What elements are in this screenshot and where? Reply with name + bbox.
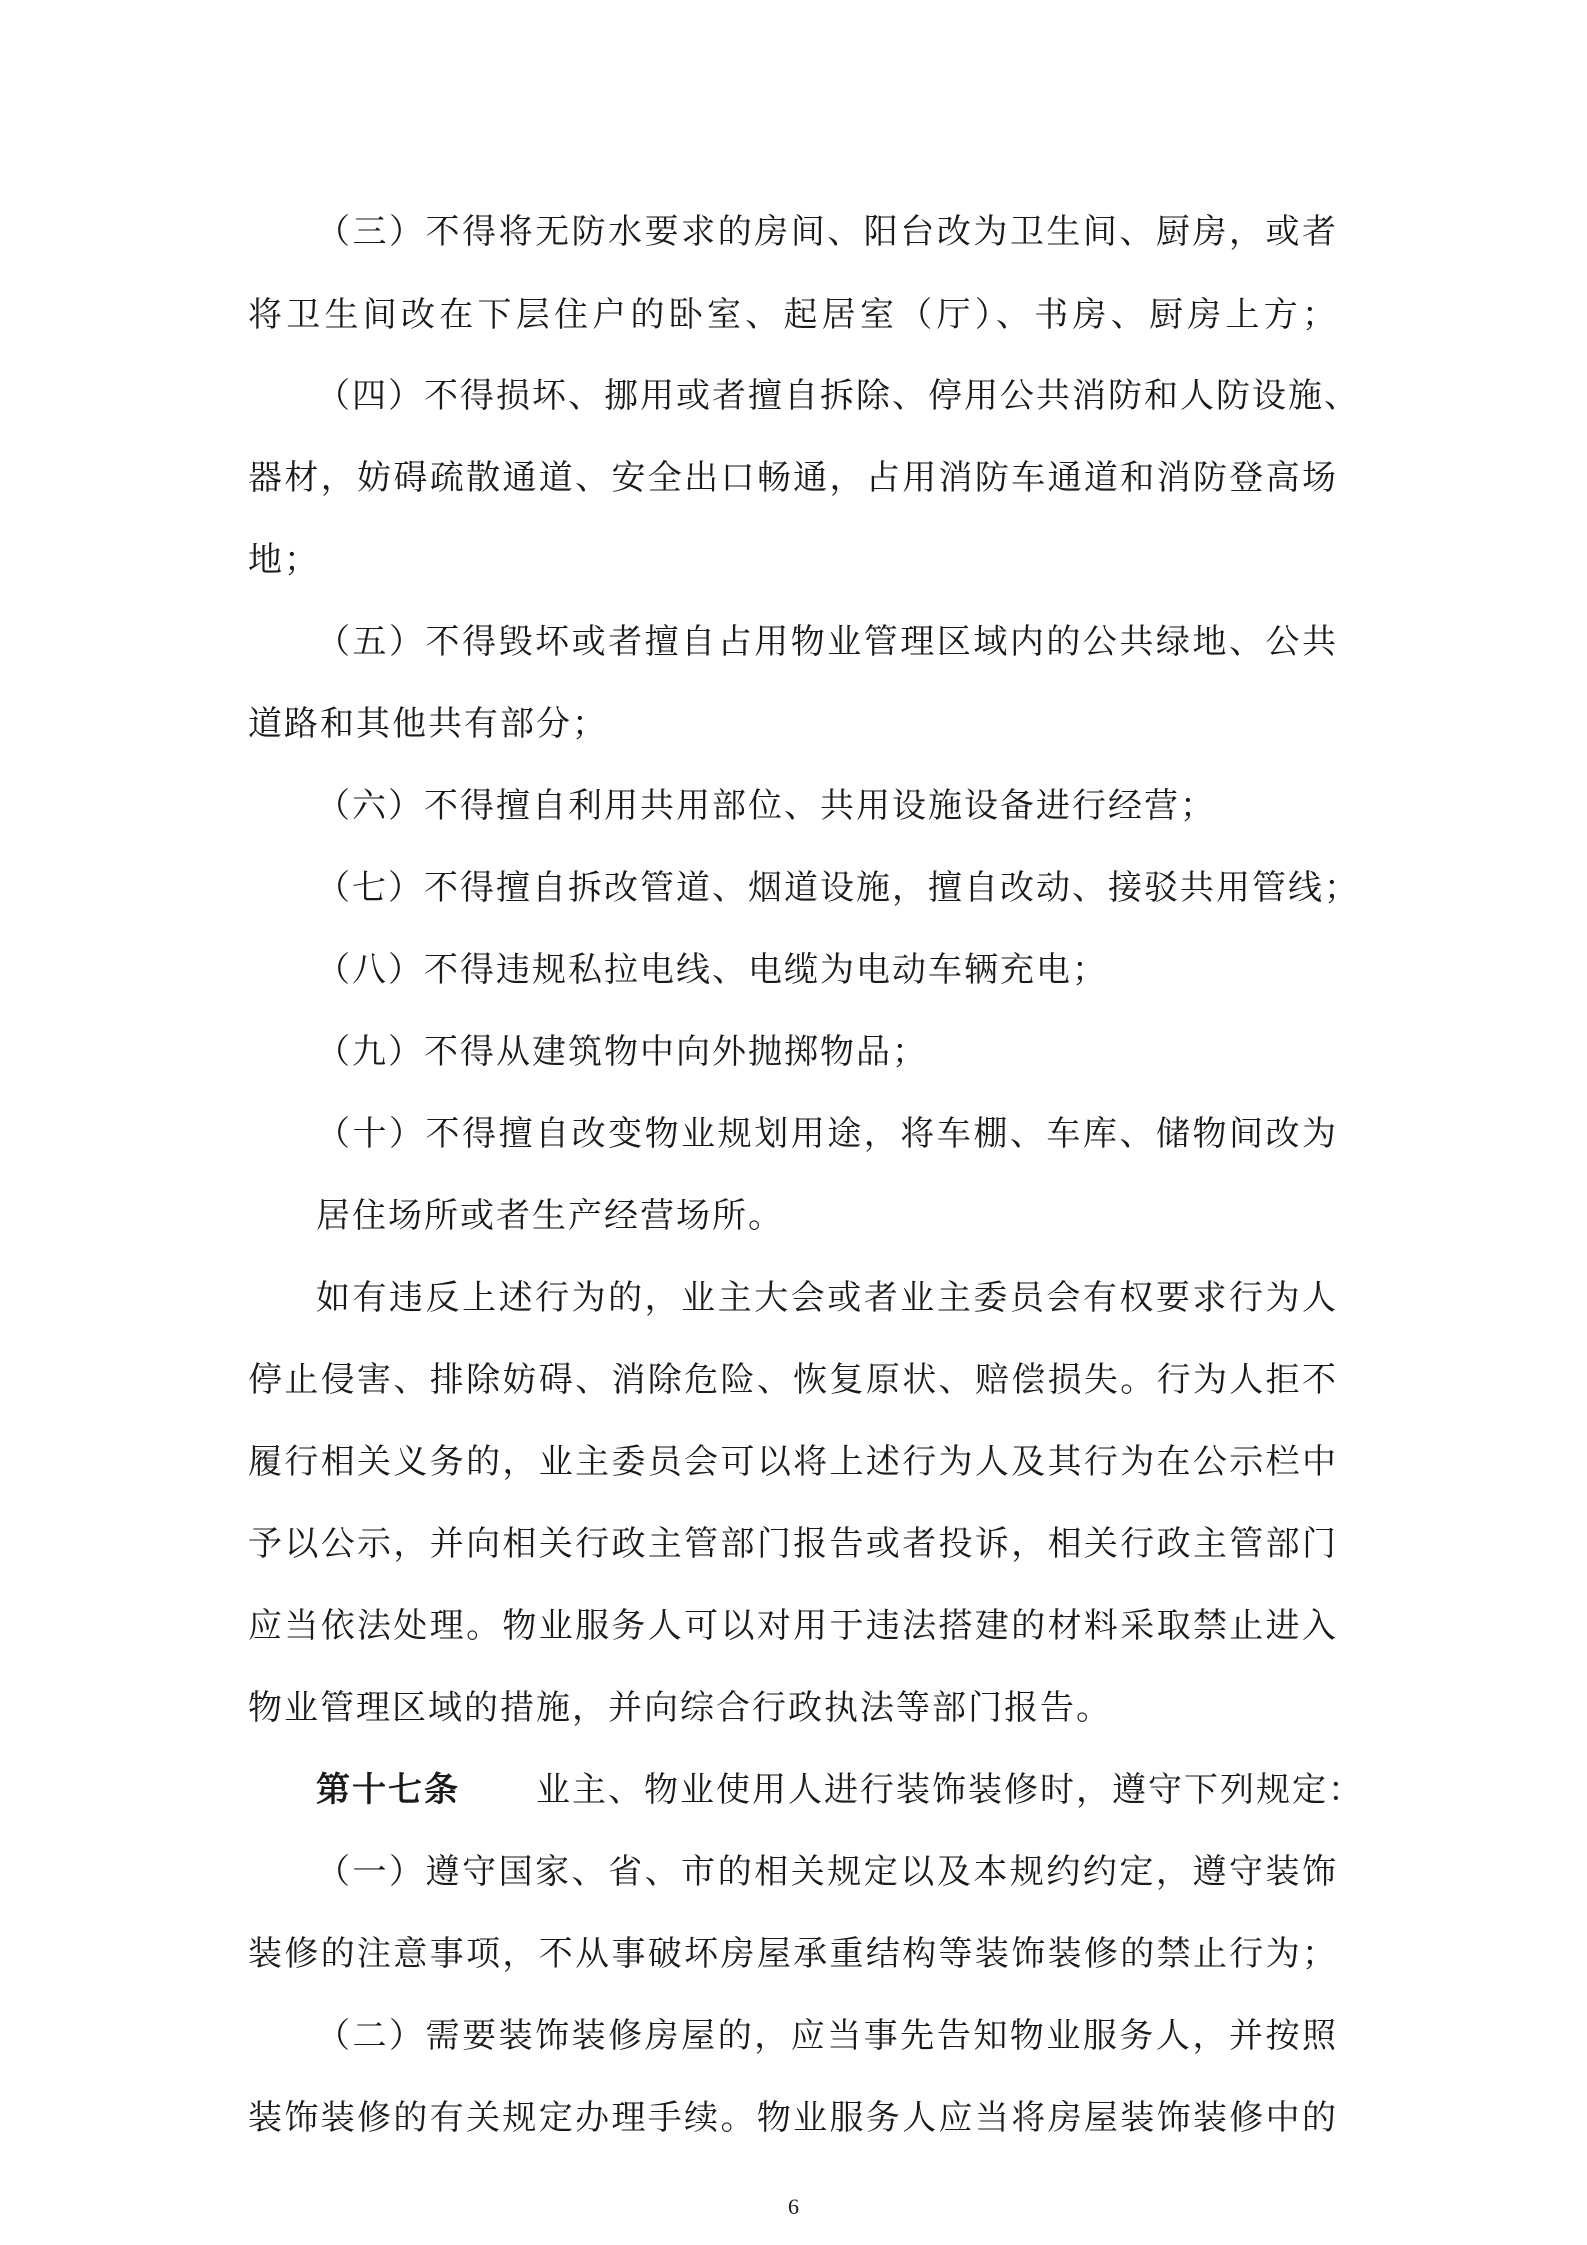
text-line: 如有违反上述行为的，业主大会或者业主委员会有权要求行为人 xyxy=(316,1278,1338,1318)
text-line: （二）需要装饰装修房屋的，应当事先告知物业服务人，并按照 xyxy=(316,2016,1338,2056)
text-line: 应当依法处理。物业服务人可以对用于违法搭建的材料采取禁止进入 xyxy=(248,1606,1338,1646)
text-line: 装饰装修的有关规定办理手续。物业服务人应当将房屋装饰装修中的 xyxy=(248,2098,1338,2138)
text-line: （八）不得违规私拉电线、电缆为电动车辆充电； xyxy=(316,950,1108,990)
page-number: 6 xyxy=(788,2194,799,2219)
text-line: 物业管理区域的措施，并向综合行政执法等部门报告。 xyxy=(248,1688,1112,1728)
text-line: 装修的注意事项，不从事破坏房屋承重结构等装饰装修的禁止行为； xyxy=(248,1934,1338,1974)
text-line: 将卫生间改在下层住户的卧室、起居室（厅）、书房、厨房上方； xyxy=(248,295,1338,335)
text-line: 业主、物业使用人进行装饰装修时，遵守下列规定： xyxy=(536,1770,1364,1810)
text-line: 地； xyxy=(248,540,320,580)
text-line: 停止侵害、排除妨碍、消除危险、恢复原状、赔偿损失。行为人拒不 xyxy=(248,1360,1338,1400)
text-line: 予以公示，并向相关行政主管部门报告或者投诉，相关行政主管部门 xyxy=(248,1524,1338,1564)
article-heading: 第十七条 xyxy=(316,1770,460,1810)
text-line: （一）遵守国家、省、市的相关规定以及本规约约定，遵守装饰 xyxy=(316,1852,1338,1892)
text-line: （四）不得损坏、挪用或者擅自拆除、停用公共消防和人防设施、 xyxy=(316,376,1360,416)
text-line: （五）不得毁坏或者擅自占用物业管理区域内的公共绿地、公共 xyxy=(316,622,1338,662)
text-line: （六）不得擅自利用共用部位、共用设施设备进行经营； xyxy=(316,786,1216,826)
text-line: （九）不得从建筑物中向外抛掷物品； xyxy=(316,1032,928,1072)
text-line: （三）不得将无防水要求的房间、阳台改为卫生间、厨房，或者 xyxy=(316,212,1338,252)
text-line: 器材，妨碍疏散通道、安全出口畅通，占用消防车通道和消防登高场 xyxy=(248,458,1338,498)
text-line: （十）不得擅自改变物业规划用途，将车棚、车库、储物间改为 xyxy=(316,1114,1338,1154)
text-line: （七）不得擅自拆改管道、烟道设施，擅自改动、接驳共用管线； xyxy=(316,868,1360,908)
text-line: 履行相关义务的，业主委员会可以将上述行为人及其行为在公示栏中 xyxy=(248,1442,1338,1482)
text-line: 道路和其他共有部分； xyxy=(248,704,608,744)
text-line: 居住场所或者生产经营场所。 xyxy=(316,1196,784,1236)
